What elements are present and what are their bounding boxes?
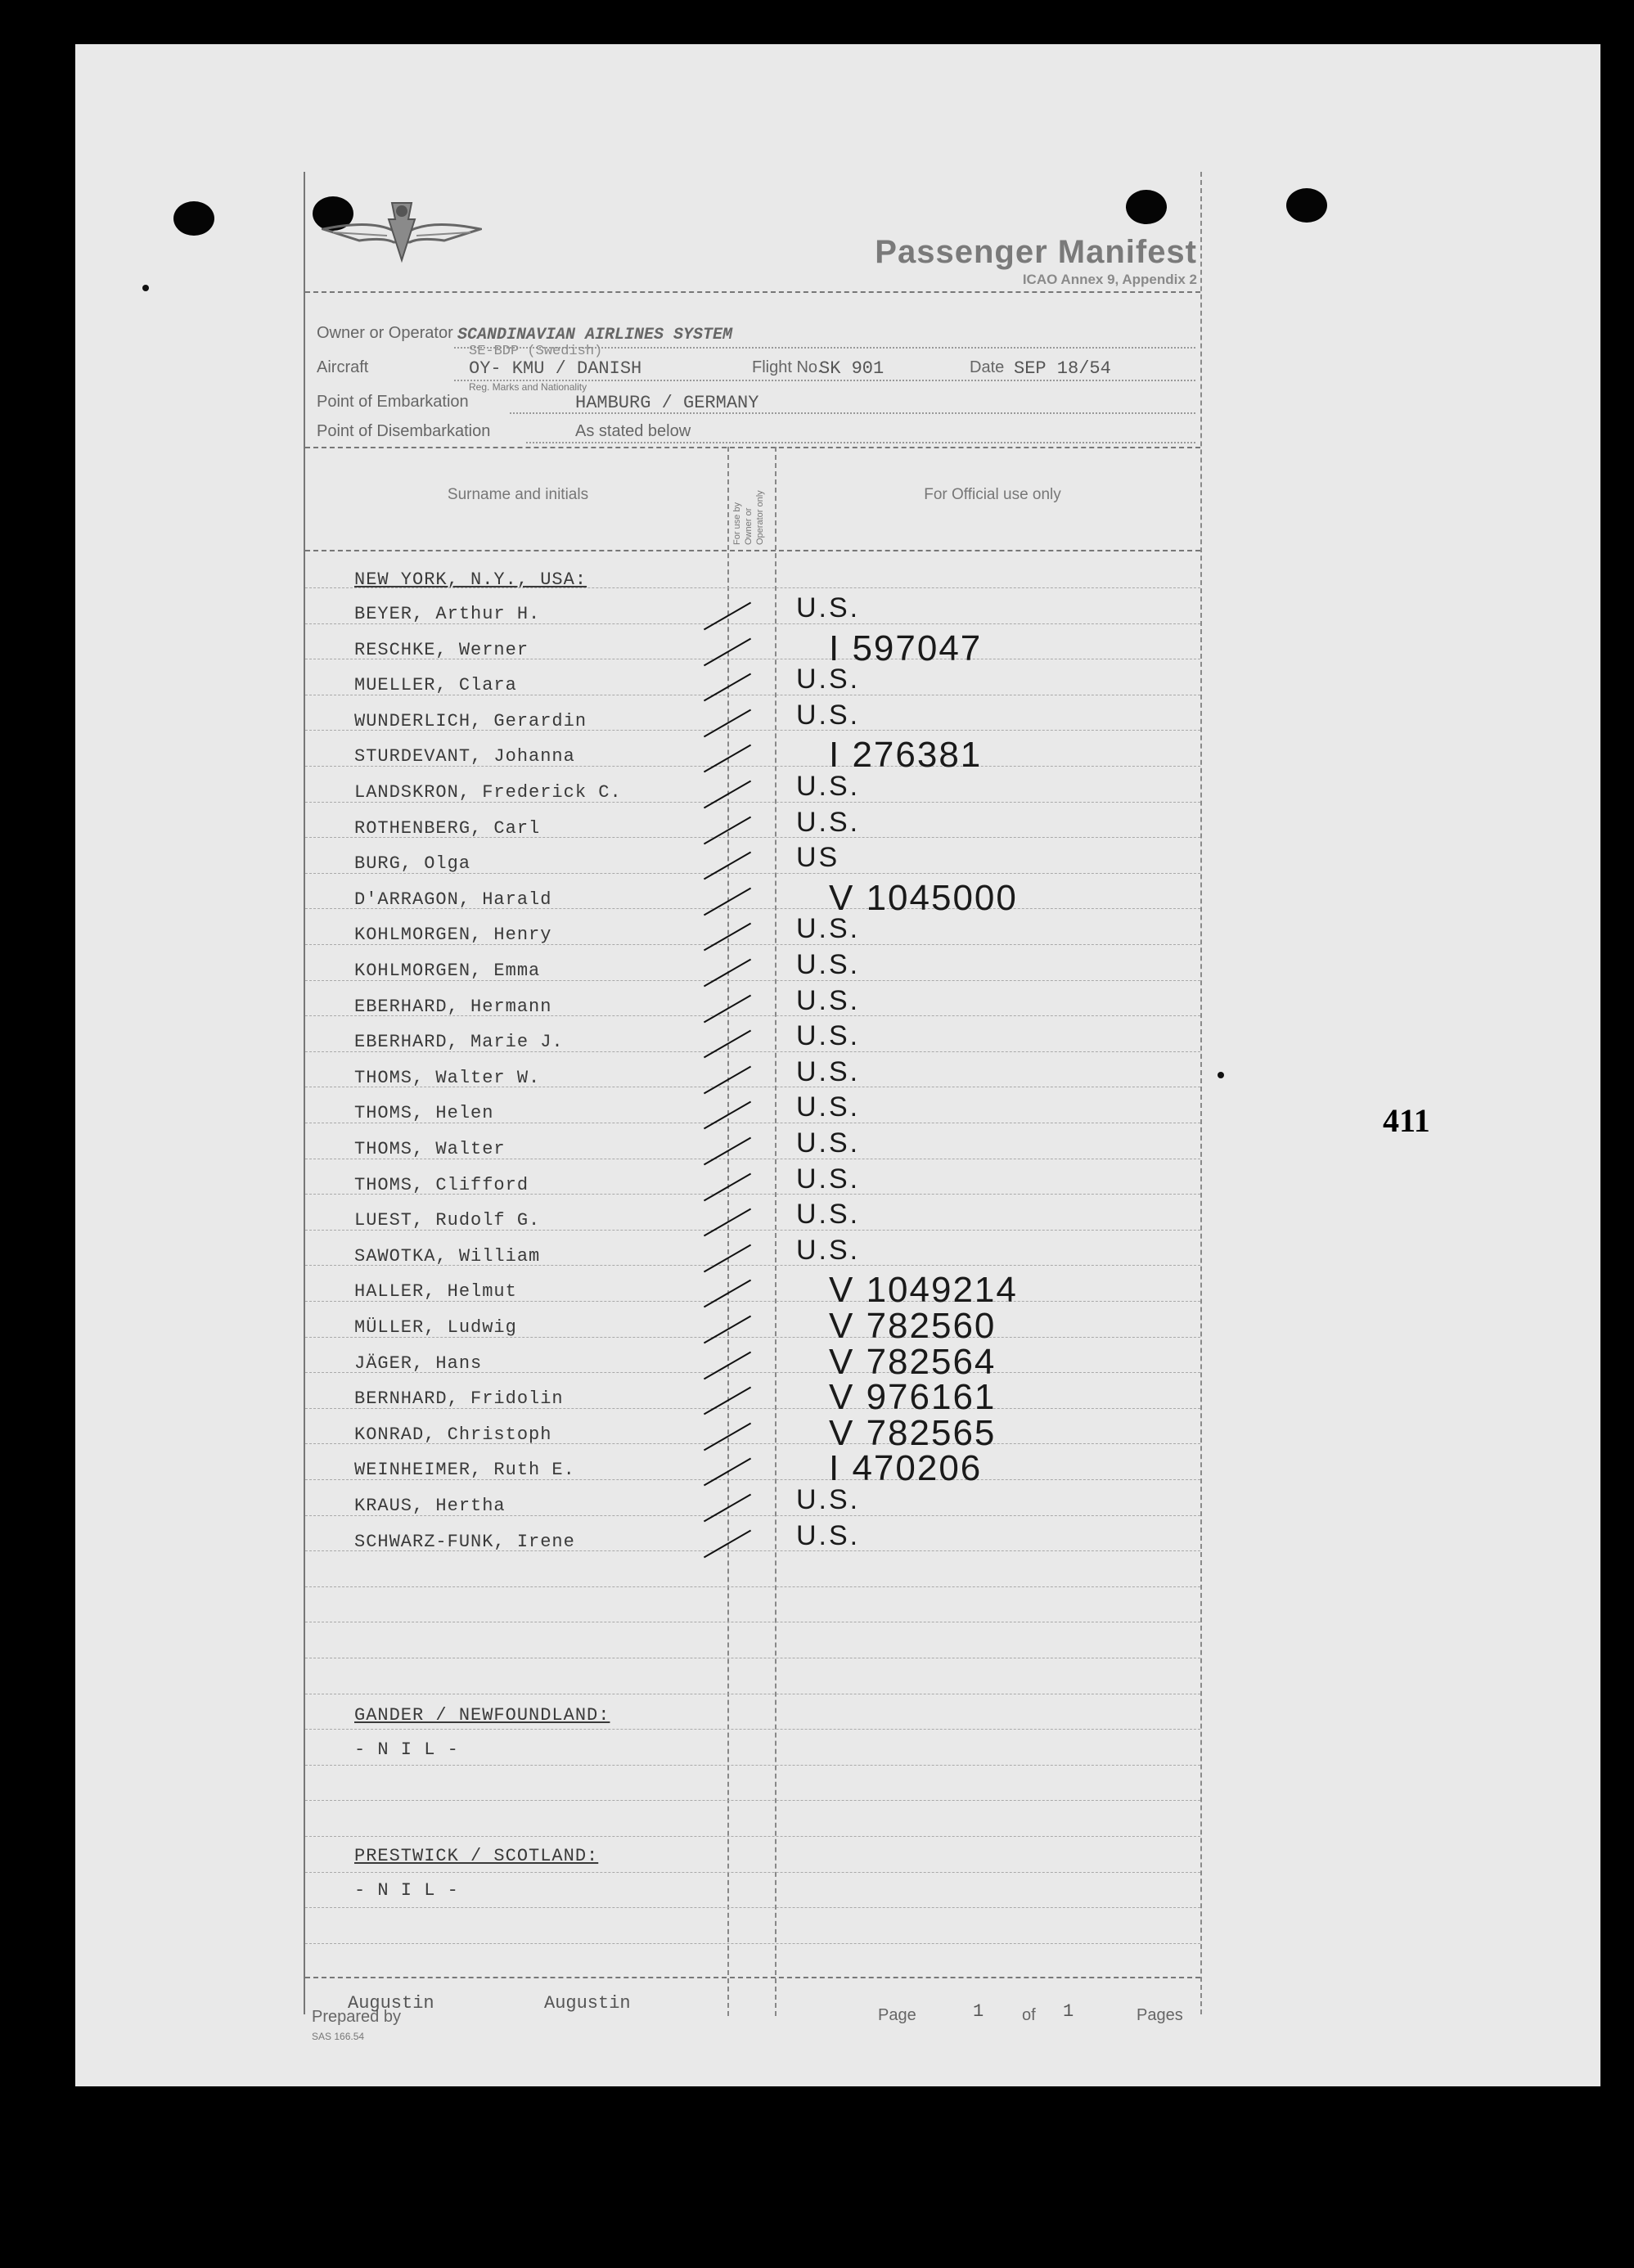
dest-prestwick-nil: - N I L -	[354, 1880, 459, 1901]
flight-value: SK 901	[819, 358, 885, 379]
prepared-label: Prepared by	[312, 2008, 401, 2026]
official-entry: V 1049214	[829, 1270, 1018, 1311]
official-entry: U.S.	[796, 699, 861, 731]
manifest-title: Passenger Manifest	[875, 234, 1197, 270]
flight-label: Flight No.	[752, 358, 822, 376]
speck	[142, 285, 149, 291]
col-owner-use-2: Owner or	[744, 507, 754, 545]
passenger-name: THOMS, Walter	[354, 1139, 506, 1159]
aircraft-line	[454, 380, 1195, 381]
official-entry: V 782564	[829, 1341, 997, 1382]
prepared-value: Augustin	[348, 1993, 434, 2014]
dest-gander-nil: - N I L -	[354, 1739, 459, 1760]
date-label: Date	[970, 358, 1005, 376]
passenger-name: BURG, Olga	[354, 853, 471, 875]
official-entry: U.S.	[796, 1020, 861, 1052]
passenger-name: KRAUS, Hertha	[354, 1496, 506, 1516]
official-entry: US	[796, 842, 840, 874]
row-rule	[305, 1586, 1200, 1587]
official-entry: I 276381	[829, 735, 983, 776]
passenger-name: LUEST, Rudolf G.	[354, 1210, 541, 1231]
manifest-form	[304, 172, 1202, 2042]
passenger-name: THOMS, Walter W.	[354, 1067, 541, 1088]
owner-label: Owner or Operator	[317, 324, 453, 342]
dest-newyork: NEW YORK, N.Y., USA:	[354, 569, 587, 590]
table-head-border	[305, 550, 1200, 551]
aircraft-overtyped: SE-BDP (Swedish)	[469, 344, 603, 359]
passenger-name: KONRAD, Christoph	[354, 1424, 552, 1445]
official-entry: U.S.	[796, 1091, 861, 1123]
official-entry: U.S.	[796, 1199, 861, 1231]
official-entry: U.S.	[796, 984, 861, 1016]
of-value: 1	[1063, 2001, 1074, 2022]
passenger-name: BERNHARD, Fridolin	[354, 1388, 564, 1410]
punch-hole	[173, 201, 214, 236]
passenger-name: KOHLMORGEN, Henry	[354, 925, 552, 946]
aircraft-note: Reg. Marks and Nationality	[469, 381, 587, 393]
official-entry: U.S.	[796, 1055, 861, 1087]
embark-line	[510, 412, 1195, 414]
of-label: of	[1022, 2006, 1036, 2024]
passenger-name: KOHLMORGEN, Emma	[354, 961, 541, 981]
passenger-name: EBERHARD, Marie J.	[354, 1032, 564, 1053]
disembark-line	[526, 442, 1195, 443]
form-code: SAS 166.54	[312, 2031, 365, 2042]
official-entry: U.S.	[796, 771, 861, 802]
row-rule	[305, 1872, 1200, 1873]
passenger-name: BEYER, Arthur H.	[354, 604, 541, 624]
passenger-name: SCHWARZ-FUNK, Irene	[354, 1531, 575, 1552]
signature-value: Augustin	[544, 1993, 631, 2014]
official-entry: U.S.	[796, 806, 861, 838]
pages-label: Pages	[1137, 2006, 1183, 2024]
row-rule	[305, 1765, 1200, 1766]
official-entry: U.S.	[796, 1519, 861, 1551]
official-entry: I 597047	[829, 628, 983, 668]
col-surname: Surname and initials	[447, 486, 589, 503]
official-entry: U.S.	[796, 913, 861, 945]
embark-value: HAMBURG / GERMANY	[575, 393, 759, 413]
page-label: Page	[878, 2006, 916, 2024]
row-rule	[305, 1836, 1200, 1837]
manifest-subtitle: ICAO Annex 9, Appendix 2	[1022, 272, 1197, 287]
row-rule	[305, 1943, 1200, 1944]
passenger-name: WUNDERLICH, Gerardin	[354, 710, 587, 731]
col-official: For Official use only	[924, 486, 1061, 503]
official-entry: I 470206	[829, 1448, 983, 1489]
passenger-name: MUELLER, Clara	[354, 675, 517, 696]
col-owner-use-1: For use by	[732, 502, 742, 545]
sas-viking-logo-icon	[322, 195, 482, 270]
official-entry: V 782565	[829, 1412, 997, 1453]
passenger-name: STURDEVANT, Johanna	[354, 746, 575, 767]
dest-gander: GANDER / NEWFOUNDLAND:	[354, 1705, 610, 1726]
official-entry: U.S.	[796, 664, 861, 695]
passenger-name: MÜLLER, Ludwig	[354, 1317, 517, 1338]
official-entry: U.S.	[796, 1484, 861, 1515]
passenger-name: RESCHKE, Werner	[354, 639, 529, 660]
passenger-name: D'ARRAGON, Harald	[354, 889, 552, 910]
passenger-name: JÄGER, Hans	[354, 1352, 483, 1374]
aircraft-label: Aircraft	[317, 358, 369, 376]
owner-value: SCANDINAVIAN AIRLINES SYSTEM	[457, 326, 733, 344]
column-divider-right	[775, 447, 776, 2016]
passenger-name: WEINHEIMER, Ruth E.	[354, 1460, 575, 1481]
embark-label: Point of Embarkation	[317, 393, 469, 411]
table-top-border	[305, 447, 1200, 448]
row-rule	[305, 1800, 1200, 1801]
speck	[1218, 1072, 1224, 1078]
disembark-label: Point of Disembarkation	[317, 422, 491, 440]
passenger-name: SAWOTKA, William	[354, 1245, 541, 1267]
passenger-name: THOMS, Clifford	[354, 1174, 529, 1195]
disembark-value: As stated below	[575, 422, 691, 440]
aircraft-value: OY- KMU / DANISH	[469, 358, 642, 379]
row-rule	[305, 1729, 1200, 1730]
official-entry: V 782560	[829, 1306, 997, 1346]
official-entry: U.S.	[796, 1234, 861, 1266]
date-value: SEP 18/54	[1014, 358, 1111, 379]
official-entry: V 1045000	[829, 877, 1018, 918]
official-entry: V 976161	[829, 1377, 997, 1418]
column-divider-left	[727, 447, 729, 2016]
official-entry: U.S.	[796, 949, 861, 980]
footer-divider	[305, 1977, 1200, 1978]
passenger-name: EBERHARD, Hermann	[354, 996, 552, 1017]
passenger-name: LANDSKRON, Frederick C.	[354, 782, 622, 803]
punch-hole	[1286, 188, 1327, 223]
passenger-name: ROTHENBERG, Carl	[354, 817, 541, 839]
page-stamp-number: 411	[1383, 1102, 1430, 1139]
official-entry: U.S.	[796, 1127, 861, 1159]
dest-prestwick: PRESTWICK / SCOTLAND:	[354, 1846, 599, 1866]
header-divider	[305, 291, 1200, 293]
passenger-name: THOMS, Helen	[354, 1103, 494, 1124]
col-owner-use-3: Operator only	[755, 490, 765, 545]
official-entry: U.S.	[796, 592, 861, 623]
passenger-name: HALLER, Helmut	[354, 1281, 517, 1303]
page-value: 1	[973, 2001, 984, 2022]
official-entry: U.S.	[796, 1163, 861, 1195]
row-rule	[305, 1907, 1200, 1908]
